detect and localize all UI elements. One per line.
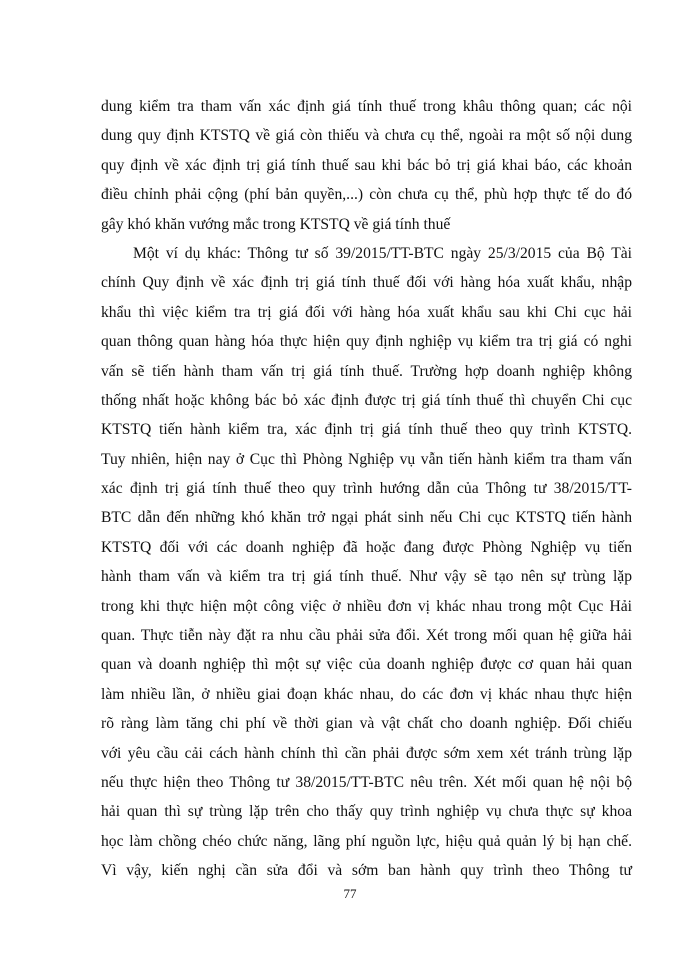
text-line: Vì vậy, kiến nghị cần sửa đổi và sớm ban hành quy trình theo Thông tư — [101, 862, 632, 880]
text-line: quan và doanh nghiệp thì một sự việc của doanh nghiệp được cơ quan hải quan — [101, 656, 632, 674]
text-line: nếu thực hiện theo Thông tư 38/2015/TT-BTC nêu trên. Xét mối quan hệ nội bộ — [101, 773, 632, 791]
text-line: điều chỉnh phải cộng (phí bản quyền,...) còn chưa cụ thể, phù hợp thực tế do đó — [101, 186, 632, 204]
text-line: KTSTQ tiến hành kiểm tra, xác định trị giá tính thuế theo quy trình KTSTQ. — [101, 421, 632, 439]
text-line: dung quy định KTSTQ về giá còn thiếu và chưa cụ thể, ngoài ra một số nội dung — [101, 127, 632, 145]
text-line: làm nhiều lần, ở nhiều giai đoạn khác nhau, do các đơn vị khác nhau thực hiện — [101, 685, 632, 703]
text-line: rõ ràng làm tăng chi phí về thời gian và vật chất cho doanh nghiệp. Đối chiếu — [101, 715, 632, 733]
text-line: với yêu cầu cải cách hành chính thì cần phải được sớm xem xét tránh trùng lặp — [101, 744, 632, 762]
text-line: gây khó khăn vướng mắc trong KTSTQ về giá tính thuế — [101, 215, 451, 233]
text-line: Một ví dụ khác: Thông tư số 39/2015/TT-BTC ngày 25/3/2015 của Bộ Tài — [133, 244, 632, 262]
text-line: trong khi thực hiện một công việc ở nhiều đơn vị khác nhau trong một Cục Hải — [101, 597, 632, 615]
text-line: Tuy nhiên, hiện nay ở Cục thì Phòng Nghiệp vụ vẫn tiến hành kiểm tra tham vấn — [101, 450, 632, 468]
page-number: 77 — [343, 886, 357, 901]
text-line: chính Quy định về xác định trị giá tính thuế đối với hàng hóa xuất khẩu, nhập — [101, 274, 632, 292]
text-line: BTC dẫn đến những khó khăn trở ngại phát sinh nếu Chi cục KTSTQ tiến hành — [101, 509, 632, 527]
paragraph-2 — [101, 239, 632, 886]
text-line: quan. Thực tiễn này đặt ra nhu cầu phải sửa đổi. Xét trong mối quan hệ giữa hải — [101, 627, 632, 645]
text-line: thống nhất hoặc không bác bỏ xác định được trị giá tính thuế thì chuyển Chi cục — [101, 391, 632, 409]
text-line: KTSTQ đối với các doanh nghiệp đã hoặc đang được Phòng Nghiệp vụ tiến — [101, 538, 632, 556]
text-line: xác định trị giá tính thuế theo quy trình hướng dẫn của Thông tư 38/2015/TT- — [101, 480, 632, 498]
paragraph-1 — [101, 92, 632, 239]
text-line: quan thông quan hàng hóa thực hiện quy định nghiệp vụ kiểm tra trị giá có nghi — [101, 333, 632, 351]
text-line: học làm chồng chéo chức năng, lãng phí nguồn lực, hiệu quả quản lý bị hạn chế. — [101, 832, 632, 850]
text-line: dung kiểm tra tham vấn xác định giá tính thuế trong khâu thông quan; các nội — [101, 98, 632, 115]
text-line: hành tham vấn và kiểm tra trị giá tính thuế. Như vậy sẽ tạo nên sự trùng lặp — [101, 568, 632, 586]
text-line: vấn sẽ tiến hành tham vấn trị giá tính thuế. Trường hợp doanh nghiệp không — [101, 362, 632, 380]
text-line: hải quan thì sự trùng lặp trên cho thấy quy trình nghiệp vụ chưa thực sự khoa — [101, 803, 632, 821]
body-text — [101, 92, 632, 886]
text-line: khẩu thì việc kiểm tra trị giá đối với hàng hóa xuất khẩu sau khi Chi cục hải — [101, 303, 632, 321]
text-line: quy định về xác định trị giá tính thuế sau khi bác bỏ trị giá khai báo, các khoản — [101, 156, 632, 174]
